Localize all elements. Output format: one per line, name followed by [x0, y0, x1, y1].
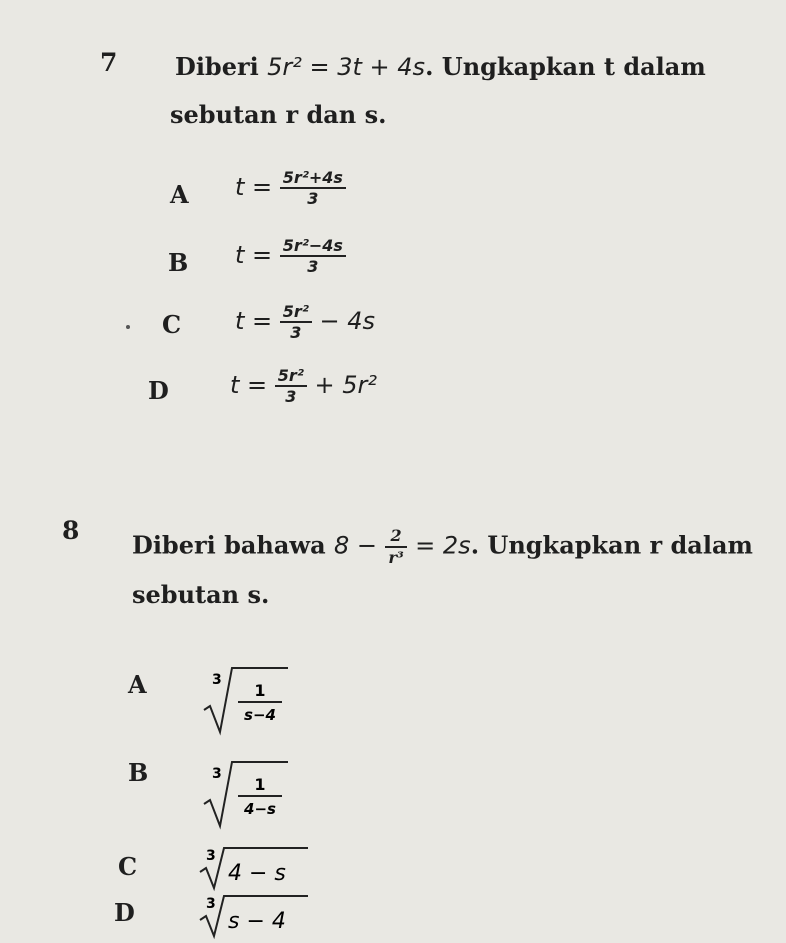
stray-mark: [126, 325, 130, 329]
q7-option-a-numerator: 5r²+4s: [280, 168, 346, 189]
q8-option-b-label[interactable]: B: [128, 758, 149, 787]
q8-option-b-index: 3: [212, 766, 222, 782]
q7-option-c-denominator: 3: [290, 323, 302, 342]
q7-option-c-lhs: t =: [235, 307, 273, 335]
q7-option-d-tail: + 5r²: [314, 371, 377, 399]
q7-option-d-denominator: 3: [285, 387, 297, 406]
q7-option-b-fraction: [280, 236, 346, 276]
q7-option-d-fraction: [275, 366, 307, 406]
q8-option-a-numerator: 1: [254, 681, 266, 700]
question-7-line-1: [175, 52, 706, 82]
question-7-pre: Diberi: [175, 52, 268, 81]
question-8-numerator: 2: [385, 526, 406, 548]
question-8-eq-pre: 8 −: [334, 531, 378, 560]
question-8-line-2: sebutan s.: [132, 580, 270, 609]
question-7-line-2: sebutan r dan s.: [170, 100, 387, 129]
q7-option-b-denominator: 3: [307, 257, 319, 276]
q8-option-a-denominator: s−4: [244, 706, 276, 724]
q8-option-a-label[interactable]: A: [128, 670, 147, 699]
q7-option-d-lhs: t =: [230, 371, 268, 399]
question-8-line-1: [132, 526, 753, 568]
q7-option-b-lhs: t =: [235, 241, 273, 269]
q8-option-c-expression: [196, 842, 316, 892]
q7-option-a-label[interactable]: A: [170, 180, 189, 209]
q7-option-d-expression: [230, 366, 377, 406]
q7-option-a-expression: [235, 168, 346, 208]
question-8-post: . Ungkapkan r dalam: [470, 530, 753, 560]
q7-option-d-numerator: 5r²: [275, 366, 307, 387]
q8-option-a-expression: [200, 658, 310, 738]
q7-option-c-label[interactable]: C: [162, 310, 182, 339]
q7-option-c-expression: [235, 302, 375, 342]
q8-option-a-index: 3: [212, 672, 222, 688]
q7-option-a-lhs: t =: [235, 173, 273, 201]
q7-option-a-denominator: 3: [307, 189, 319, 208]
question-8-denominator: r³: [388, 548, 404, 567]
q8-option-d-expression: [196, 890, 316, 940]
q8-option-b-denominator: 4−s: [244, 800, 276, 818]
question-8-fraction: [385, 526, 406, 568]
q7-option-a-fraction: [280, 168, 346, 208]
question-7-post: . Ungkapkan t dalam: [425, 52, 706, 81]
q8-option-d-radicand: s − 4: [228, 909, 286, 934]
q7-option-b-numerator: 5r²−4s: [280, 236, 346, 257]
q7-option-c-numerator: 5r²: [280, 302, 312, 323]
q8-option-c-label[interactable]: C: [118, 852, 138, 881]
question-8-pre: Diberi bahawa: [132, 530, 334, 560]
q7-option-b-label[interactable]: B: [168, 248, 189, 277]
question-7-equation: 5r² = 3t + 4s: [267, 53, 426, 81]
q8-option-b-numerator: 1: [254, 775, 266, 794]
q8-option-c-index: 3: [206, 848, 216, 864]
q8-option-b-expression: [200, 752, 310, 832]
q7-option-d-label[interactable]: D: [148, 376, 169, 405]
q8-option-d-label[interactable]: D: [114, 898, 135, 927]
q8-option-d-index: 3: [206, 896, 216, 912]
question-8-eq-post: = 2s: [415, 531, 471, 560]
q7-option-b-expression: [235, 236, 346, 276]
q7-option-c-tail: − 4s: [319, 307, 375, 335]
q8-option-c-radicand: 4 − s: [228, 861, 286, 886]
q7-option-c-fraction: [280, 302, 312, 342]
question-8-number: 8: [62, 516, 80, 545]
question-7-number: 7: [100, 48, 118, 77]
